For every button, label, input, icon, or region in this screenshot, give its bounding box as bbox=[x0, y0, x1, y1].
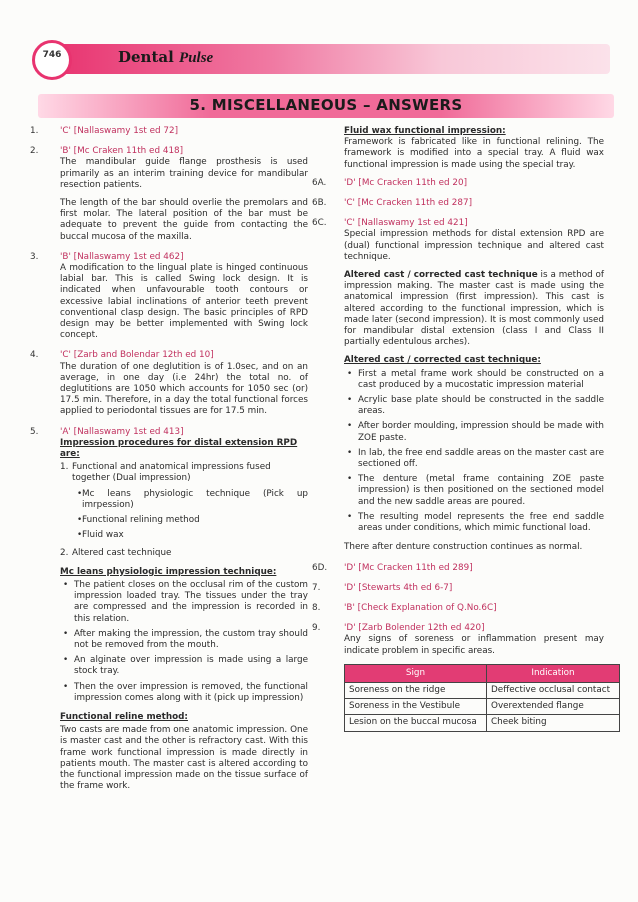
table-header: Sign bbox=[345, 664, 487, 682]
list-number: 2. bbox=[60, 547, 69, 558]
answer-number: 4. bbox=[30, 350, 39, 361]
bullet-item: • An alginate over impression is made using a large stock tray. bbox=[60, 655, 308, 677]
paragraph: The duration of one deglutition is of 1.0sec, and on an average, in one day (i.e 24hr) the total no. of deglutitions are 1050 which accounts for 1050 sec (or) 17.5 min. Therefore, in a day the total functional forces applied to periodontal tissues are for 17.5 min. bbox=[60, 361, 308, 417]
paragraph: Special impression methods for distal extension RPD are (dual) functional impression technique and altered cast technique. bbox=[344, 229, 604, 262]
answer-number: 8. bbox=[312, 602, 321, 613]
table-cell: Soreness on the ridge bbox=[345, 682, 487, 698]
paragraph: Any signs of soreness or inflammation present may indicate problem in specific areas. bbox=[344, 634, 604, 656]
answer-6a bbox=[312, 178, 604, 189]
numbered-item bbox=[60, 462, 308, 484]
table-cell: Overextended flange bbox=[487, 699, 620, 715]
section-heading: Altered cast / corrected cast technique: bbox=[344, 355, 541, 366]
answer-reference: 'D' [Mc Cracken 11th ed 289] bbox=[344, 562, 473, 573]
sign-indication-table bbox=[344, 664, 620, 732]
paragraph: Framework is fabricated like in functional relining. The framework is modified into a special tray. A fluid wax functional impression is made using the special tray. bbox=[344, 137, 604, 170]
table-header: Indication bbox=[487, 664, 620, 682]
bullet-item: • Mc leans physiologic technique (Pick up imrpession) bbox=[74, 489, 308, 511]
paragraph bbox=[344, 270, 604, 348]
answer-4 bbox=[30, 350, 308, 417]
right-column bbox=[312, 126, 611, 741]
paragraph: Two casts are made from one anatomic impression. One is master cast and the other is refractory cast. With this frame work functional impression is made directly in patients mouth. The master cast is altered according to the functional impression made on the tissue surface of the frame work. bbox=[60, 725, 308, 792]
answer-number: 6D. bbox=[312, 562, 328, 573]
answer-reference: 'B' [Nallaswamy 1st ed 462] bbox=[60, 251, 184, 262]
section-heading: Impression procedures for distal extension RPD are: bbox=[60, 437, 298, 460]
fluid-wax-section bbox=[312, 126, 604, 171]
answer-9 bbox=[312, 623, 611, 731]
answer-number: 6C. bbox=[312, 218, 327, 229]
paragraph: The mandibular guide flange prosthesis is used primarily as an interim training device for mandibular resection patients. bbox=[60, 157, 308, 190]
section-heading: Mc leans physiologic impression technique: bbox=[60, 566, 277, 577]
answer-reference: 'B' [Mc Craken 11th ed 418] bbox=[60, 146, 184, 157]
bullet-item: • First a metal frame work should be constructed on a cast produced by a mucostatic impression material bbox=[344, 369, 604, 391]
tooth-icon bbox=[32, 40, 72, 80]
table-cell: Soreness in the Vestibule bbox=[345, 699, 487, 715]
answer-reference: 'C' [Nallaswamy 1st ed 421] bbox=[344, 218, 468, 229]
left-column bbox=[30, 126, 308, 799]
answer-number: 5. bbox=[30, 426, 39, 437]
mcleans-section bbox=[30, 567, 308, 793]
answer-number: 1. bbox=[30, 126, 39, 136]
answer-reference: 'C' [Zarb and Bolendar 12th ed 10] bbox=[60, 350, 214, 361]
answer-reference: 'C' [Nallaswamy 1st ed 72] bbox=[60, 126, 179, 136]
answer-number: 6A. bbox=[312, 177, 327, 188]
answer-reference: 'C' [Mc Cracken 11th ed 287] bbox=[344, 198, 473, 209]
book-title-main: Dental bbox=[118, 48, 174, 66]
paragraph-text: is a method of impression making. The master cast is made using the anatomical impression (first impression). This cast is altered according to the functional impression, which is made later (second impression). It is most commonly used for mandibular distal extension (class I and Class II partially edentulous arches). bbox=[344, 270, 605, 348]
page-number: 746 bbox=[42, 50, 62, 60]
answer-6d bbox=[312, 563, 604, 574]
bullet-item: • The patient closes on the occlusal rim of the custom impression loaded tray. The tissues under the tray are compressed and the impression is recorded in this relation. bbox=[60, 580, 308, 625]
answer-number: 2. bbox=[30, 146, 39, 157]
bullet-item: • In lab, the free end saddle areas on the master cast are sectioned off. bbox=[344, 448, 604, 470]
answer-7 bbox=[312, 583, 604, 594]
bullet-item: • Then the over impression is removed, the functional impression comes along with it (pick up impression) bbox=[60, 682, 308, 704]
answer-reference: 'D' [Zarb Bolender 12th ed 420] bbox=[344, 623, 485, 634]
bold-term: Altered cast / corrected cast technique bbox=[344, 270, 538, 281]
answer-number: 7. bbox=[312, 582, 321, 593]
answer-reference: 'A' [Nallaswamy 1st ed 413] bbox=[60, 426, 184, 437]
answer-3 bbox=[30, 252, 308, 342]
table-cell: Cheek biting bbox=[487, 715, 620, 731]
bullet-item: • Acrylic base plate should be constructed in the saddle areas. bbox=[344, 395, 604, 417]
table-cell: Deffective occlusal contact bbox=[487, 682, 620, 698]
answer-reference: 'D' [Mc Cracken 11th ed 20] bbox=[344, 177, 468, 188]
table-row bbox=[345, 699, 620, 715]
book-title bbox=[118, 48, 213, 67]
answer-number: 3. bbox=[30, 251, 39, 262]
paragraph: A modification to the lingual plate is hinged continuous labial bar. This is called Swing lock design. It is indicated when unfavourable tooth contours or excessive labial inclinations of anterior teeth prevent conventional clasp design. The basic principles of RPD design may be better implemented with Swing lock concept. bbox=[60, 263, 308, 341]
table-cell: Lesion on the buccal mucosa bbox=[345, 715, 487, 731]
answer-6b bbox=[312, 198, 604, 209]
answer-5 bbox=[30, 427, 308, 559]
answer-8 bbox=[312, 603, 604, 614]
answer-number: 6B. bbox=[312, 198, 327, 209]
paragraph: The length of the bar should overlie the premolars and first molar. The lateral position of the bar must be adequate to prevent the guide from contacting the buccal mucosa of the maxilla. bbox=[60, 198, 308, 242]
answer-1 bbox=[30, 126, 308, 137]
bullet-item: • After making the impression, the custom tray should not be removed from the mouth. bbox=[60, 629, 308, 651]
answer-number: 9. bbox=[312, 623, 321, 634]
table-row bbox=[345, 715, 620, 731]
bullet-item: • Fluid wax bbox=[74, 530, 308, 541]
answer-reference: 'B' [Check Explanation of Q.No.6C] bbox=[344, 602, 497, 613]
answer-6c bbox=[312, 218, 604, 553]
list-number: 1. bbox=[60, 462, 69, 473]
bullet-item: • After border moulding, impression should be made with ZOE paste. bbox=[344, 421, 604, 443]
bullet-item: • Functional relining method bbox=[74, 515, 308, 526]
table-header-row bbox=[345, 664, 620, 682]
answer-reference: 'D' [Stewarts 4th ed 6-7] bbox=[344, 582, 453, 593]
list-text: Altered cast technique bbox=[72, 547, 172, 558]
numbered-item bbox=[60, 548, 308, 559]
section-heading: Functional reline method: bbox=[60, 711, 188, 722]
bullet-item: • The denture (metal frame containing ZOE paste impression) is then positioned on the sectioned model and the new saddle areas are poured. bbox=[344, 474, 604, 508]
section-heading: Fluid wax functional impression: bbox=[344, 126, 506, 136]
list-text: Functional and anatomical impressions fused together (Dual impression) bbox=[72, 462, 271, 484]
chapter-title: 5. MISCELLANEOUS – ANSWERS bbox=[189, 96, 463, 114]
paragraph: There after denture construction continues as normal. bbox=[344, 542, 583, 553]
table-row bbox=[345, 682, 620, 698]
bullet-item: • The resulting model represents the free end saddle areas under conditions, which mimic functional load. bbox=[344, 512, 604, 534]
book-title-italic: Pulse bbox=[179, 50, 214, 66]
answer-2 bbox=[30, 146, 308, 243]
